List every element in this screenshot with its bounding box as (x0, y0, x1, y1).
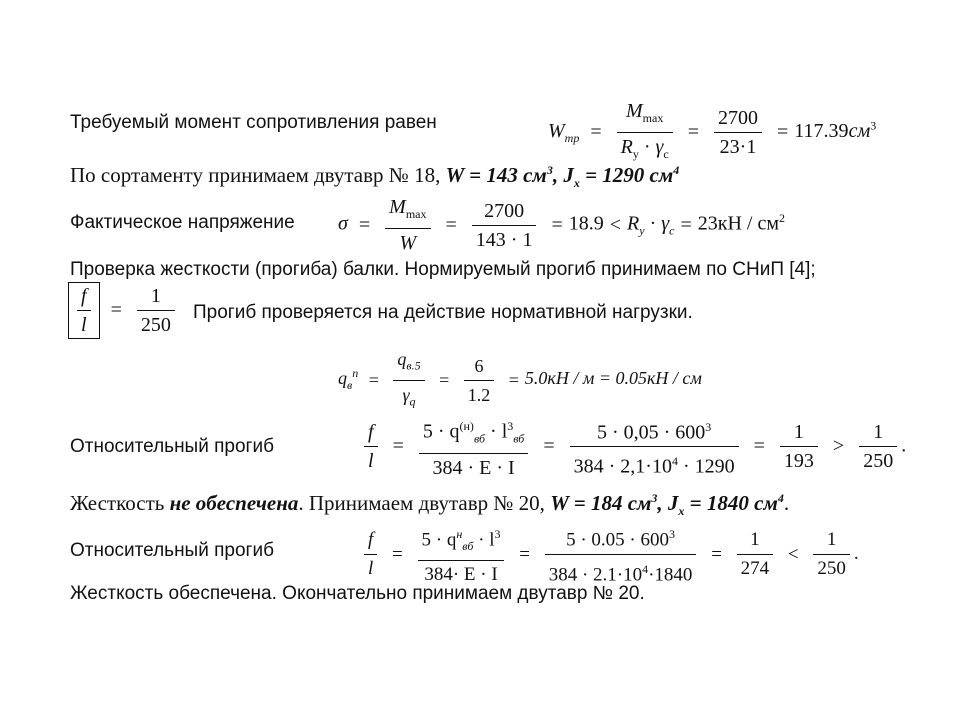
equation-allowed-deflection: $\frac{f}{l}$ = $\frac{1}{250}$ (68, 282, 179, 339)
text-line-assortment-18: По сортаменту принимаем двутавр № 18, W = 143 $см^3$, $J_x = 1290$ $см^4$ (70, 163, 680, 191)
text-line-normative-load: Прогиб проверяется на действие нормативной нагрузки. (193, 302, 693, 323)
text-line-stiffness-check: Проверка жесткости (прогиба) балки. Нормируемый прогиб принимаем по СНиП [4]; (70, 259, 816, 280)
equation-required-moment: $W_{тр}$ = $\frac{M_{max}}{R_y \cdot \gamma_c}$ = $\frac{2700}{23\cdot 1}$ = $117.39см^3$ (548, 97, 876, 168)
text-line-assortment-20: Жесткость не обеспечена. Принимаем двутавр № 20, W = 184 $см^3$, $J_x = 1840$ $см^4$. (70, 491, 790, 519)
text-line-conclusion: Жесткость обеспечена. Окончательно принимаем двутавр № 20. (70, 583, 645, 604)
equation-relative-deflection-2: $\frac{f}{l}$ = $\frac{5 \cdot q^н_{вб} \cdot l^3}{384\cdot E \cdot I}$ = $\frac{5 \cdot 0.05 \cdot 600^3}{384 \cdot 2.1\cdot 10^4\cdot 1840}$ = $\frac{1}{274}$ < $\frac{1}{250}$ . (360, 520, 859, 590)
text-line-relative-deflection-2: Относительный прогиб (70, 540, 274, 561)
text-line-actual-stress: Фактическое напряжение (70, 212, 295, 233)
equation-relative-deflection-1: $\frac{f}{l}$ = $\frac{5 \cdot q^{(н)}_{вб} \cdot l^3_{вб}}{384 \cdot E \cdot I}$ = $\frac{5 \cdot 0,05 \cdot 600^3}{384 \cdot 2,1\cdot 10^4 \cdot 1290}$ = $\frac{1}{193}$ > $\frac{1}{250}$ . (360, 412, 906, 482)
text-line-required-moment: Требуемый момент сопротивления равен (70, 112, 437, 133)
text-line-relative-deflection-1: Относительный прогиб (70, 436, 274, 457)
equation-actual-stress: σ = $\frac{M_{max}}{W}$ = $\frac{2700}{143 \cdot 1}$ = $18.9 < R_y \cdot \gamma_c = 23кН / см^2$ (338, 193, 785, 257)
equation-normative-load: $q_в^n$ = $\frac{q_{в.5}}{\gamma_q}$ = $\frac{6}{1.2}$ = 5.0кН / м = 0.05кН / см (338, 345, 702, 415)
